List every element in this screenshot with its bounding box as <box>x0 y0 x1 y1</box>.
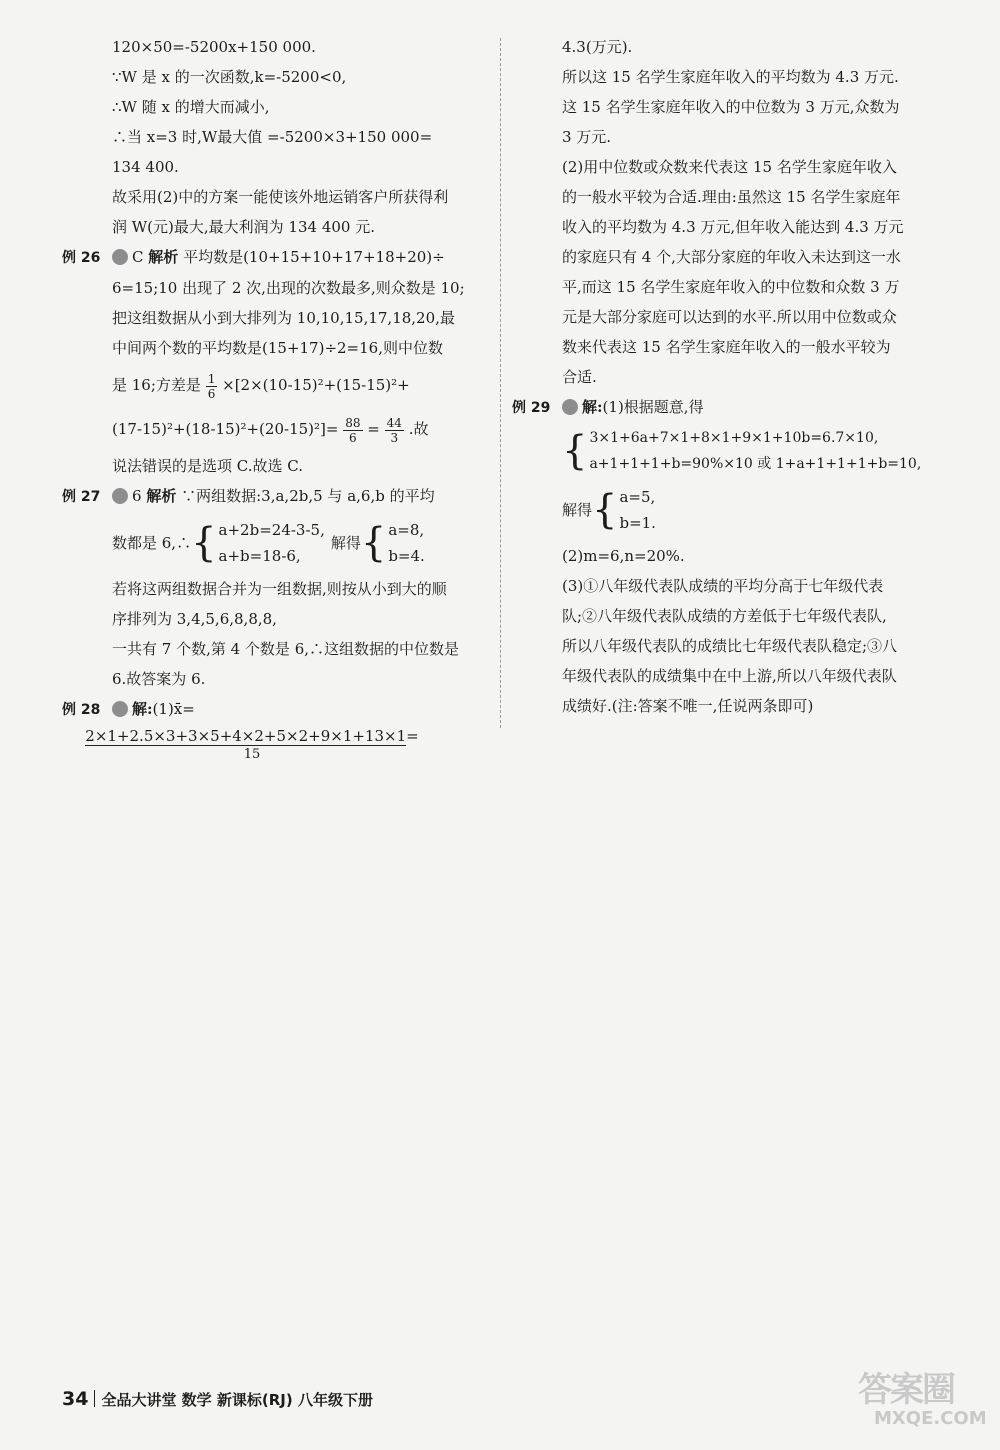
text-segment: 解得 <box>562 501 593 519</box>
brace: { <box>562 428 588 474</box>
text-line: (2)m=6,n=20%. <box>562 547 685 565</box>
left-column <box>62 32 490 764</box>
text-segment: .故 <box>408 420 429 438</box>
text-line: 元是大部分家庭可以达到的水平.所以用中位数或众 <box>562 308 897 326</box>
example-label: 例 27 <box>62 489 101 505</box>
text-line: (2)用中位数或众数来代表这 15 名学生家庭年收入 <box>562 158 897 176</box>
footer-separator <box>94 1390 95 1407</box>
answer-value: C <box>132 248 144 266</box>
text-segment: (1)x̄= <box>152 700 195 718</box>
text-line: 3 万元. <box>562 128 612 146</box>
text-line: 合适. <box>562 368 597 386</box>
text-line: ∴W 随 x 的增大而减小, <box>112 98 270 116</box>
example-27 <box>62 481 490 694</box>
answer-icon <box>562 399 578 415</box>
example-28 <box>62 694 490 764</box>
text-line: 平,而这 15 名学生家庭年收入的中位数和众数 3 万 <box>562 278 900 296</box>
watermark-url: MXQE.COM <box>874 1408 987 1429</box>
brace: { <box>360 520 387 566</box>
text-line: 年级代表队的成绩集中在中上游,所以八年级代表队 <box>562 667 897 685</box>
mean-fraction: 2×1+2.5×3+3×5+4×2+5×2+9×1+13×1= 15 <box>85 727 419 762</box>
fraction: $\frac{44}{3}$ <box>386 415 402 445</box>
example-29 <box>512 392 952 721</box>
text-line: 4.3(万元). <box>562 38 633 56</box>
example-label: 例 29 <box>512 400 551 416</box>
text-line: 平均数是(10+15+10+17+18+20)÷ <box>183 248 445 266</box>
column-divider <box>500 38 501 728</box>
text-segment: 是 16;方差是 <box>112 376 201 394</box>
text-segment: 数都是 6,∴ <box>112 534 192 552</box>
text-line: 若将这两组数据合并为一组数据,则按从小到大的顺 <box>112 580 447 598</box>
page-footer <box>62 1388 373 1410</box>
watermark-logo <box>858 1370 988 1432</box>
text-segment: (1)根据题意,得 <box>602 398 704 416</box>
analysis-label: 解析 <box>146 487 177 505</box>
equation-system: a+2b=24-3-5, a+b=18-6, <box>218 521 325 565</box>
answer-icon <box>112 249 128 265</box>
solution-label: 解: <box>582 398 603 416</box>
text-segment: 解得 <box>330 534 361 552</box>
text-line: 6.故答案为 6. <box>112 670 206 688</box>
answer-icon <box>112 488 128 504</box>
example-label: 例 28 <box>62 702 101 718</box>
watermark-text: 答案圈 <box>858 1370 954 1410</box>
text-line: ∴当 x=3 时,W最大值 =-5200×3+150 000= <box>112 128 433 146</box>
text-segment: ×[2×(10-15)²+(15-15)²+ <box>222 376 410 394</box>
text-line: 这 15 名学生家庭年收入的中位数为 3 万元,众数为 <box>562 98 900 116</box>
brace: { <box>592 487 618 533</box>
text-line: 收入的平均数为 4.3 万元,但年收入能达到 4.3 万元 <box>562 218 904 236</box>
text-line: 队;②八年级代表队成绩的方差低于七年级代表队, <box>562 607 887 625</box>
solution-system: a=5, b=1. <box>619 488 656 532</box>
text-line: 的家庭只有 4 个,大部分家庭的年收入未达到这一水 <box>562 248 901 266</box>
book-title: 全品大讲堂 数学 新课标(RJ) 八年级下册 <box>101 1391 373 1409</box>
text-line: 120×50=-5200x+150 000. <box>112 38 316 56</box>
text-segment: (17-15)²+(18-15)²+(20-15)²]= <box>112 420 339 438</box>
text-line: (3)①八年级代表队成绩的平均分高于七年级代表 <box>562 577 884 595</box>
brace: { <box>191 520 217 566</box>
text-line: 的一般水平较为合适.理由:虽然这 15 名学生家庭年 <box>562 188 901 206</box>
text-segment: = <box>367 420 380 438</box>
text-line: 数来代表这 15 名学生家庭年收入的一般水平较为 <box>562 338 891 356</box>
analysis-label: 解析 <box>148 248 179 266</box>
right-column <box>512 32 952 721</box>
text-line: 润 W(元)最大,最大利润为 134 400 元. <box>112 218 375 236</box>
equation-system: 3×1+6a+7×1+8×1+9×1+10b=6.7×10, a+1+1+1+b=90%×10 或 1+a+1+1+1+b=10, <box>589 430 922 472</box>
text-line: 一共有 7 个数,第 4 个数是 6,∴这组数据的中位数是 <box>112 640 460 658</box>
solution-system: a=8, b=4. <box>388 521 425 565</box>
text-line: 6=15;10 出现了 2 次,出现的次数最多,则众数是 10; <box>112 279 465 297</box>
text-line: 成绩好.(注:答案不唯一,任说两条即可) <box>562 697 814 715</box>
fraction: $\frac{1}{6}$ <box>207 371 216 401</box>
text-line: 所以这 15 名学生家庭年收入的平均数为 4.3 万元. <box>562 68 899 86</box>
text-line: 134 400. <box>112 158 179 176</box>
text-line: ∵W 是 x 的一次函数,k=-5200<0, <box>112 68 347 86</box>
page-number: 34 <box>62 1388 89 1410</box>
text-line: 说法错误的是选项 C.故选 C. <box>112 457 303 475</box>
text-line: 中间两个数的平均数是(15+17)÷2=16,则中位数 <box>112 339 443 357</box>
answer-icon <box>112 701 128 717</box>
example-26 <box>62 242 490 481</box>
text-line: 故采用(2)中的方案一能使该外地运销客户所获得利 <box>112 188 449 206</box>
example-label: 例 26 <box>62 250 101 266</box>
text-line: ∵两组数据:3,a,2b,5 与 a,6,b 的平均 <box>181 487 435 505</box>
text-line: 把这组数据从小到大排列为 10,10,15,17,18,20,最 <box>112 309 455 327</box>
answer-value: 6 <box>132 487 142 505</box>
fraction: $\frac{88}{6}$ <box>345 415 361 445</box>
text-line: 所以八年级代表队的成绩比七年级代表队稳定;③八 <box>562 637 898 655</box>
solution-label: 解: <box>132 700 153 718</box>
text-line: 序排列为 3,4,5,6,8,8,8, <box>112 610 277 628</box>
